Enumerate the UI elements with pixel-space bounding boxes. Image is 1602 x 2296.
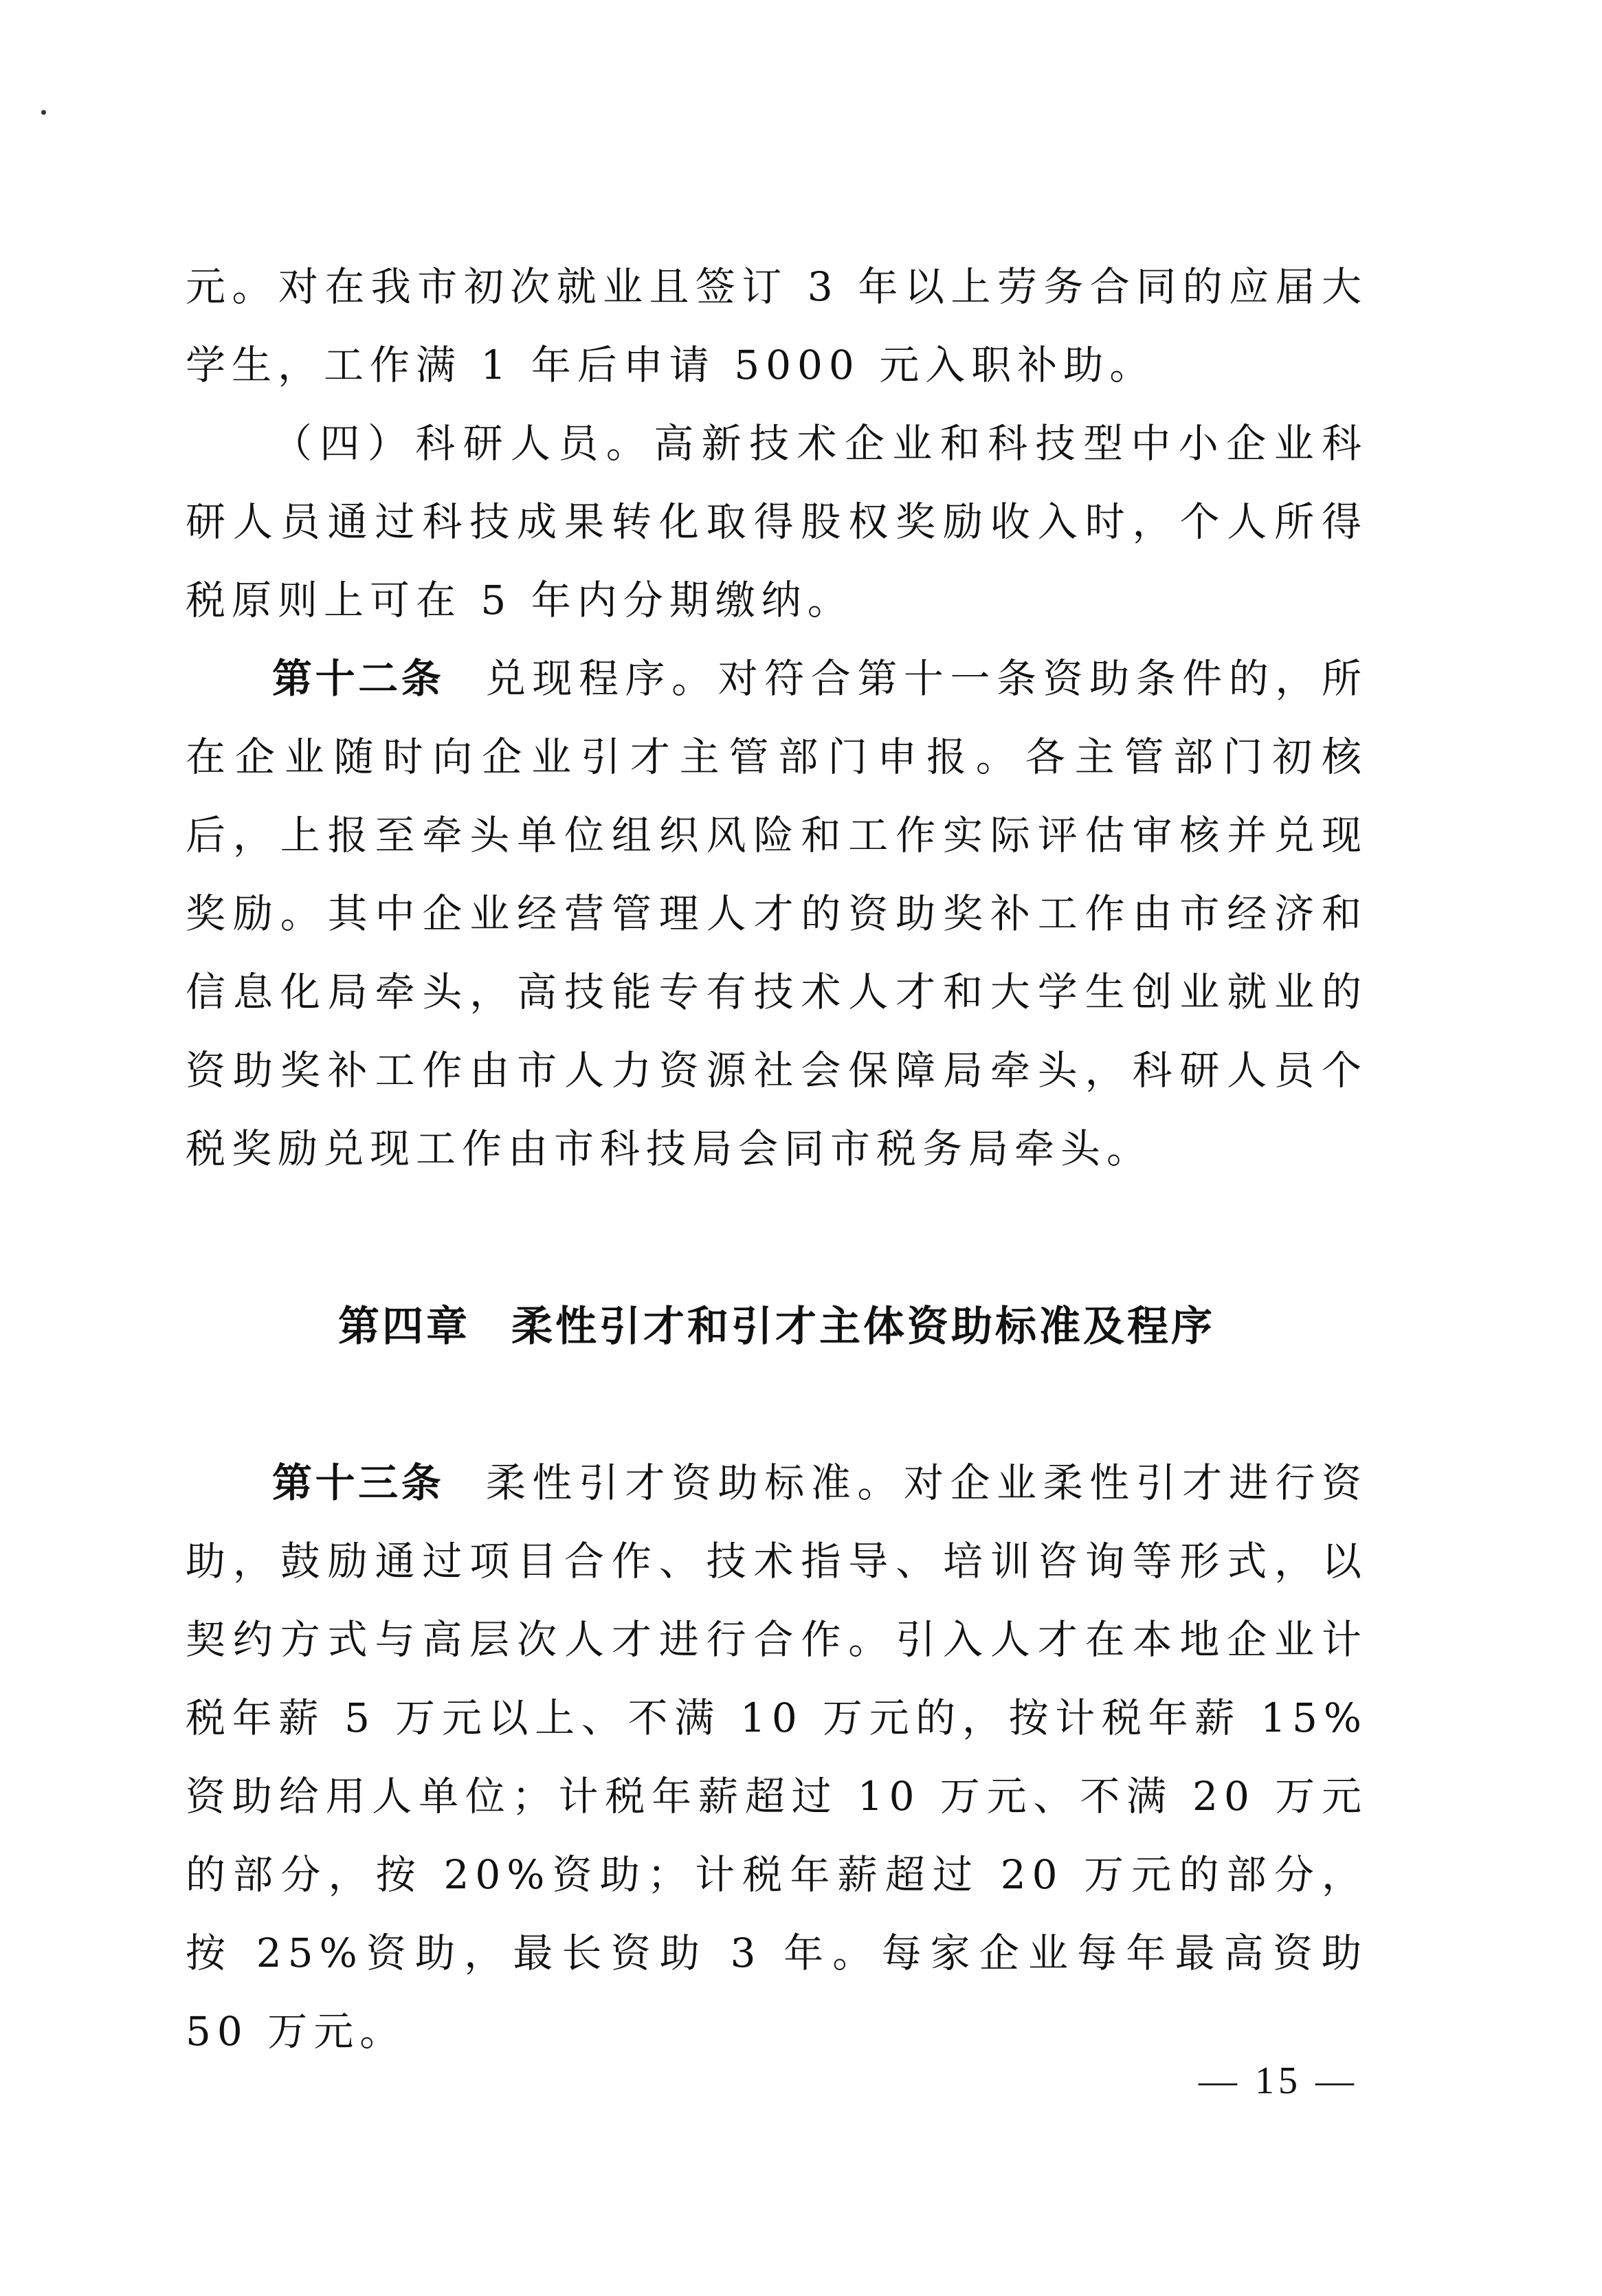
- article-13-text: 柔性引才资助标准。对企业柔性引才进行资助，鼓励通过项目合作、技术指导、培训咨询等形式，以契约方式与高层次人才进行合作。引入人才在本地企业计税年薪 5 万元以上、不满 10 万元的，按计税年薪 15%资助给用人单位；计税年薪超过 10 万元、不满 20 万元的部分，按 20%资助；计税年薪超过 20 万元的部分，按 25%资助，最长资助 3 年。每家企业每年最高资助 50 万元。: [186, 1459, 1368, 2055]
- article-13: [186, 1444, 1368, 2071]
- page-number: — 15 —: [1199, 2060, 1358, 2102]
- paragraph-researchers: （四）科研人员。高新技术企业和科技型中小企业科研人员通过科技成果转化取得股权奖励收入时，个人所得税原则上可在 5 年内分期缴纳。: [186, 420, 1368, 623]
- article-12-text: 兑现程序。对符合第十一条资助条件的，所在企业随时向企业引才主管部门申报。各主管部门初核后，上报至牵头单位组织风险和工作实际评估审核并兑现奖励。其中企业经营管理人才的资助奖补工作由市经济和信息化局牵头，高技能专有技术人才和大学生创业就业的资助奖补工作由市人力资源社会保障局牵头，科研人员个税奖励兑现工作由市科技局会同市税务局牵头。: [186, 655, 1368, 1172]
- chapter-4-heading: [186, 1292, 1368, 1361]
- paragraph-continuation: 元。对在我市初次就业且签订 3 年以上劳务合同的应届大学生，工作满 1 年后申请 5000 元入职补助。: [186, 263, 1368, 388]
- chapter-number: 第四章: [338, 1303, 470, 1351]
- scan-speck: [41, 110, 46, 115]
- article-12-label: 第十二条: [272, 655, 445, 702]
- chapter-title: 柔性引才和引才主体资助标准及程序: [511, 1303, 1215, 1351]
- article-12: [186, 639, 1368, 1188]
- article-13-label: 第十三条: [272, 1459, 445, 1506]
